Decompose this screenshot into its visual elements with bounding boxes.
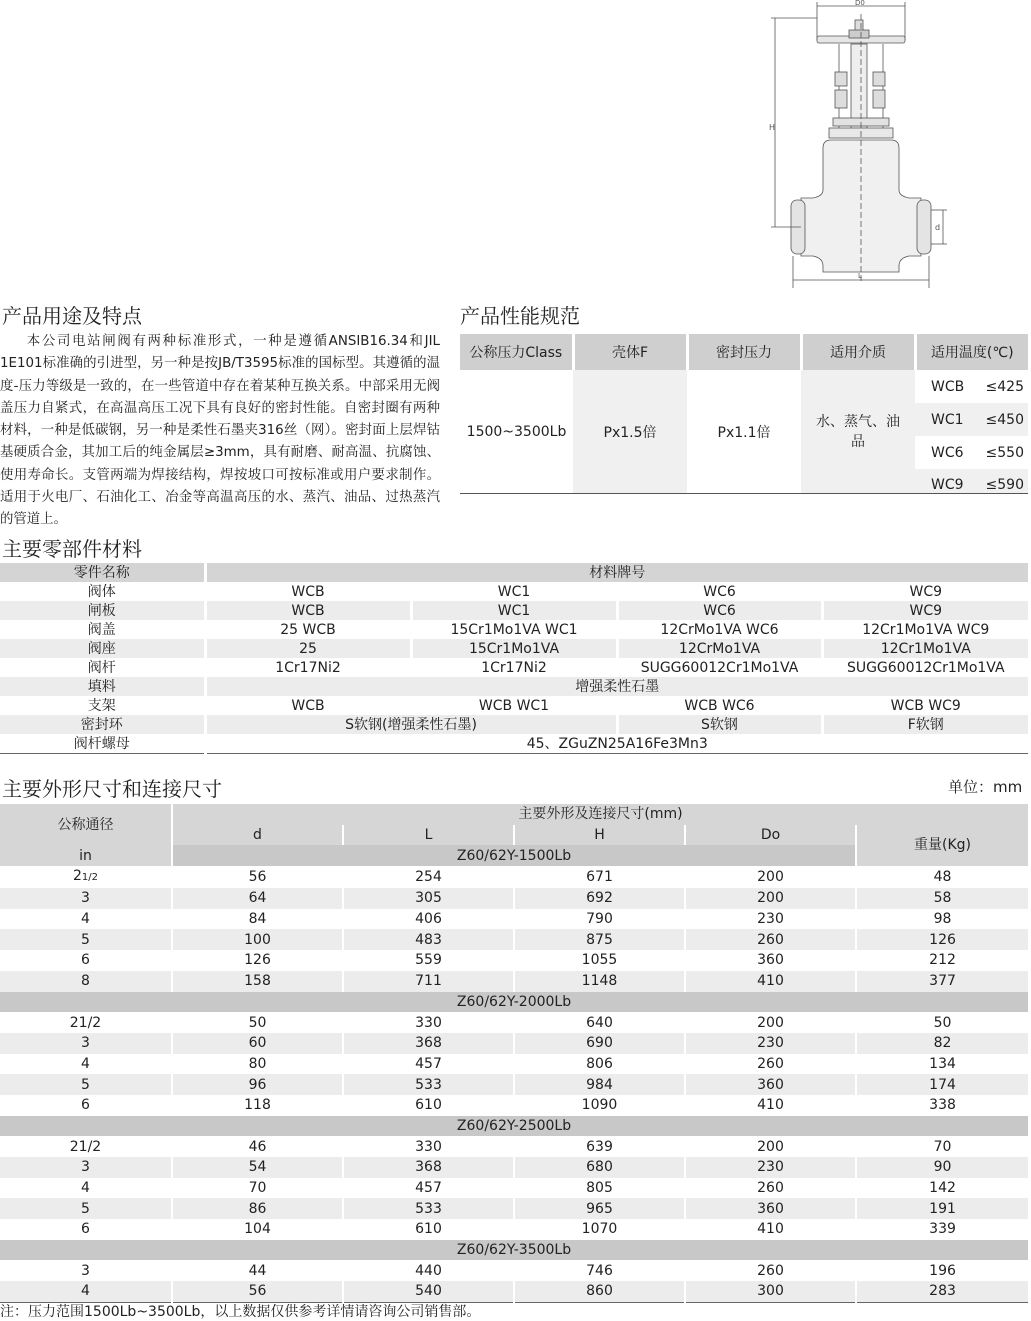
table-cell: 533	[343, 1198, 514, 1219]
table-cell: 3	[0, 888, 172, 909]
table-cell: 457	[343, 1054, 514, 1075]
table-cell: 368	[343, 1157, 514, 1178]
table-cell: 4	[81, 911, 90, 928]
spec-header-row	[460, 334, 1028, 370]
table-cell: 410	[685, 1219, 856, 1240]
table-cell: 4	[0, 1281, 172, 1302]
group-row	[0, 992, 1028, 1013]
table-cell: 6	[81, 1221, 90, 1238]
group-name: Z60/62Y-2000Lb	[0, 992, 1028, 1013]
table-cell: 126	[856, 929, 1028, 950]
table-cell: 330	[343, 1012, 514, 1033]
table-row	[0, 1033, 1028, 1054]
table-cell: 692	[514, 888, 685, 909]
table-cell: 230	[685, 1157, 856, 1178]
footnote: 注：压力范围1500Lb~3500Lb，以上数据仅供参考详情请咨询公司销售部。	[0, 1304, 481, 1320]
table-row	[0, 1198, 1028, 1219]
table-cell: 230	[685, 1033, 856, 1054]
table-cell: 540	[343, 1281, 514, 1302]
table-cell: 126	[172, 950, 343, 971]
table-cell: 200	[685, 1136, 856, 1157]
table-cell: 3	[0, 1157, 172, 1178]
table-cell: 21/2	[69, 1014, 102, 1031]
table-row	[0, 1136, 1028, 1157]
table-cell: 5	[0, 929, 172, 950]
table-cell: 118	[172, 1095, 343, 1116]
table-cell: 360	[685, 950, 856, 971]
table-cell: 70	[172, 1178, 343, 1199]
group-name: Z60/62Y-3500Lb	[0, 1240, 1028, 1261]
unit-label: 单位：mm	[948, 778, 1023, 796]
table-cell: 610	[343, 1095, 514, 1116]
table-cell: 21/2	[72, 868, 98, 885]
table-cell: 196	[856, 1260, 1028, 1281]
table-cell: 1055	[514, 950, 685, 971]
table-cell: 254	[343, 866, 514, 888]
header-weight: 重量(Kg)	[856, 825, 1028, 866]
table-row	[0, 1157, 1028, 1178]
table-cell: 338	[856, 1095, 1028, 1116]
header-nominal: 公称通径	[0, 804, 172, 845]
table-cell: 3	[0, 1033, 172, 1054]
table-cell: 640	[514, 1012, 685, 1033]
table-cell: 360	[685, 1198, 856, 1219]
table-row: 阀杆螺母 45、ZGuZN25A16Fe3Mn3	[0, 734, 1028, 754]
table-cell: 56	[172, 1281, 343, 1302]
label-d0: D0	[855, 0, 865, 7]
table-row	[0, 1219, 1028, 1240]
table-row	[0, 1178, 1028, 1199]
group-row	[0, 1240, 1028, 1261]
parts-table	[0, 563, 1028, 754]
table-row: 填料 增强柔性石墨	[0, 677, 1028, 696]
table-cell: 200	[685, 1012, 856, 1033]
spec-medium: 水、蒸气、油品	[801, 370, 915, 494]
table-cell: 260	[685, 1054, 856, 1075]
table-cell: 440	[343, 1260, 514, 1281]
table-cell: 134	[856, 1054, 1028, 1075]
header-col: d	[172, 825, 343, 846]
table-cell: 200	[685, 888, 856, 909]
table-cell: 305	[343, 888, 514, 909]
table-cell: 377	[856, 971, 1028, 992]
header-col: L	[343, 825, 514, 846]
parts-header-name: 零件名称	[0, 563, 205, 582]
table-row	[0, 1260, 1028, 1281]
parts-header-mat: 材料牌号	[205, 563, 1028, 582]
table-cell: 790	[514, 909, 685, 930]
group-name: Z60/62Y-1500Lb	[172, 845, 856, 866]
table-cell: 104	[172, 1219, 343, 1240]
table-row: 阀杆 1Cr17Ni2 1Cr17Ni2 SUGG60012Cr1Mo1VA SUGG60012Cr1Mo1VA	[0, 658, 1028, 677]
table-cell: 158	[172, 971, 343, 992]
table-cell: 5	[0, 1074, 172, 1095]
table-cell: 860	[514, 1281, 685, 1302]
table-cell: 58	[856, 888, 1028, 909]
table-cell: 6	[81, 952, 90, 969]
table-cell: 805	[514, 1178, 685, 1199]
table-row	[0, 971, 1028, 992]
table-cell: 406	[343, 909, 514, 930]
temp-row: WCB ≤425	[931, 378, 1024, 395]
dims-table	[0, 804, 1028, 1303]
table-cell: 70	[856, 1136, 1028, 1157]
table-cell: 3	[81, 1262, 90, 1279]
table-cell: 533	[343, 1074, 514, 1095]
table-cell: 64	[172, 888, 343, 909]
table-cell: 174	[856, 1074, 1028, 1095]
table-cell: 54	[172, 1157, 343, 1178]
table-row	[0, 1012, 1028, 1033]
table-cell: 90	[856, 1157, 1028, 1178]
table-cell: 6	[81, 1097, 90, 1114]
table-cell: 283	[856, 1281, 1028, 1302]
table-cell: 50	[856, 1012, 1028, 1033]
table-row: 阀体 WCB WC1 WC6 WC9	[0, 582, 1028, 601]
temp-row: WC6 ≤550	[931, 444, 1024, 461]
table-cell: 46	[172, 1136, 343, 1157]
usage-title: 产品用途及特点	[2, 304, 142, 328]
table-cell: 806	[514, 1054, 685, 1075]
table-cell: 86	[172, 1198, 343, 1219]
table-cell: 1070	[514, 1219, 685, 1240]
spec-header: 适用介质	[801, 334, 915, 370]
header-col: H	[514, 825, 685, 846]
table-cell: 680	[514, 1157, 685, 1178]
table-cell: 80	[172, 1054, 343, 1075]
table-cell: 368	[343, 1033, 514, 1054]
header-dims: 主要外形及连接尺寸(mm)	[172, 804, 1028, 825]
table-cell: 4	[81, 1180, 90, 1197]
table-row	[0, 1281, 1028, 1302]
table-cell: 300	[685, 1281, 856, 1302]
table-cell: 746	[514, 1260, 685, 1281]
table-cell: 360	[685, 1074, 856, 1095]
table-row	[0, 1054, 1028, 1075]
table-cell: 875	[514, 929, 685, 950]
table-cell: 639	[514, 1136, 685, 1157]
table-cell: 60	[172, 1033, 343, 1054]
spec-header: 密封压力	[687, 334, 801, 370]
spec-table	[460, 334, 1028, 494]
spec-pressure: 1500~3500Lb	[460, 370, 573, 494]
table-row	[0, 1095, 1028, 1116]
header-col: Do	[685, 825, 856, 846]
table-cell: 21/2	[69, 1138, 102, 1155]
label-d: d	[935, 223, 941, 232]
table-row: 支架 WCB WCB WC1 WCB WC6 WCB WC9	[0, 696, 1028, 715]
label-h: H	[769, 123, 776, 132]
table-cell: 260	[685, 1260, 856, 1281]
table-cell: 260	[685, 929, 856, 950]
group-row	[0, 1116, 1028, 1137]
table-cell: 671	[514, 866, 685, 888]
table-cell: 984	[514, 1074, 685, 1095]
parts-title: 主要零部件材料	[2, 537, 142, 561]
table-cell: 84	[172, 909, 343, 930]
table-cell: 56	[172, 866, 343, 888]
table-cell: 260	[685, 1178, 856, 1199]
usage-text: 本公司电站闸阀有两种标准形式，一种是遵循ANSIB16.34和JIL 1E101标准确的引进型，另一种是按JB/T3595标准的国标型。其遵循的温度-压力等级是一致的，在一些管道中存在着某种互换关系。中部采用无阀盖压力自紧式，在高温高压工况下具有良好的密封性能。自密封圈有两种材料，一种是低碳钢，另一种是柔性石墨夹316丝（网）。密封面上层焊钴基硬质合金，其加工后的纯金属层≥3mm，具有耐磨、耐高温、抗腐蚀、使用寿命长。支管两端为焊接结构，焊按坡口可按标准或用户要求制作。适用于火电厂、石油化工、冶金等高温高压的水、蒸汽、油品、过热蒸汽的管道上。	[0, 334, 440, 528]
table-cell: 1090	[514, 1095, 685, 1116]
table-cell: 690	[514, 1033, 685, 1054]
spec-header: 适用温度(℃)	[915, 334, 1028, 370]
table-cell: 410	[685, 971, 856, 992]
table-cell: 100	[172, 929, 343, 950]
table-cell: 410	[685, 1095, 856, 1116]
temp-row: WC9 ≤590	[931, 477, 1024, 493]
table-cell: 48	[856, 866, 1028, 888]
table-cell: 457	[343, 1178, 514, 1199]
table-cell: 200	[685, 866, 856, 888]
table-cell: 4	[81, 1055, 90, 1072]
table-cell: 230	[685, 909, 856, 930]
table-cell: 191	[856, 1198, 1028, 1219]
table-row	[0, 909, 1028, 930]
table-cell: 330	[343, 1136, 514, 1157]
table-cell: 1148	[514, 971, 685, 992]
label-l: L	[858, 272, 862, 280]
table-row: 阀盖 25 WCB 15Cr1Mo1VA WC1 12CrMo1VA WC6 12Cr1Mo1VA WC9	[0, 620, 1028, 639]
table-row	[0, 888, 1028, 909]
table-cell: 610	[343, 1219, 514, 1240]
table-cell: 212	[856, 950, 1028, 971]
table-cell: 965	[514, 1198, 685, 1219]
table-row: 密封环 S软钢(增强柔性石墨) S软钢 F软钢	[0, 715, 1028, 734]
spec-seal: Px1.1倍	[687, 370, 801, 494]
table-cell: 44	[172, 1260, 343, 1281]
dims-title: 主要外形尺寸和连接尺寸	[2, 777, 222, 801]
table-cell: 8	[0, 971, 172, 992]
table-cell: 483	[343, 929, 514, 950]
table-cell: 559	[343, 950, 514, 971]
spec-header: 公称压力Class	[460, 334, 573, 370]
table-cell: 82	[856, 1033, 1028, 1054]
header-in: in	[0, 845, 172, 866]
table-cell: 142	[856, 1178, 1028, 1199]
table-cell: 339	[856, 1219, 1028, 1240]
valve-drawing	[765, 0, 955, 292]
table-row	[0, 929, 1028, 950]
table-row	[0, 1074, 1028, 1095]
table-row: 阀座 25 15Cr1Mo1VA 12CrMo1VA 12Cr1Mo1VA	[0, 639, 1028, 658]
table-cell: 98	[856, 909, 1028, 930]
spec-header: 壳体F	[573, 334, 687, 370]
table-cell: 50	[172, 1012, 343, 1033]
group-name: Z60/62Y-2500Lb	[0, 1116, 1028, 1137]
table-row	[0, 950, 1028, 971]
spec-title: 产品性能规范	[460, 304, 580, 328]
table-cell: 711	[343, 971, 514, 992]
temp-row: WC1 ≤450	[931, 411, 1024, 428]
table-cell: 5	[0, 1198, 172, 1219]
table-row: 闸板 WCB WC1 WC6 WC9	[0, 601, 1028, 620]
table-row	[0, 866, 1028, 888]
table-cell: 96	[172, 1074, 343, 1095]
spec-shell: Px1.5倍	[573, 370, 687, 494]
